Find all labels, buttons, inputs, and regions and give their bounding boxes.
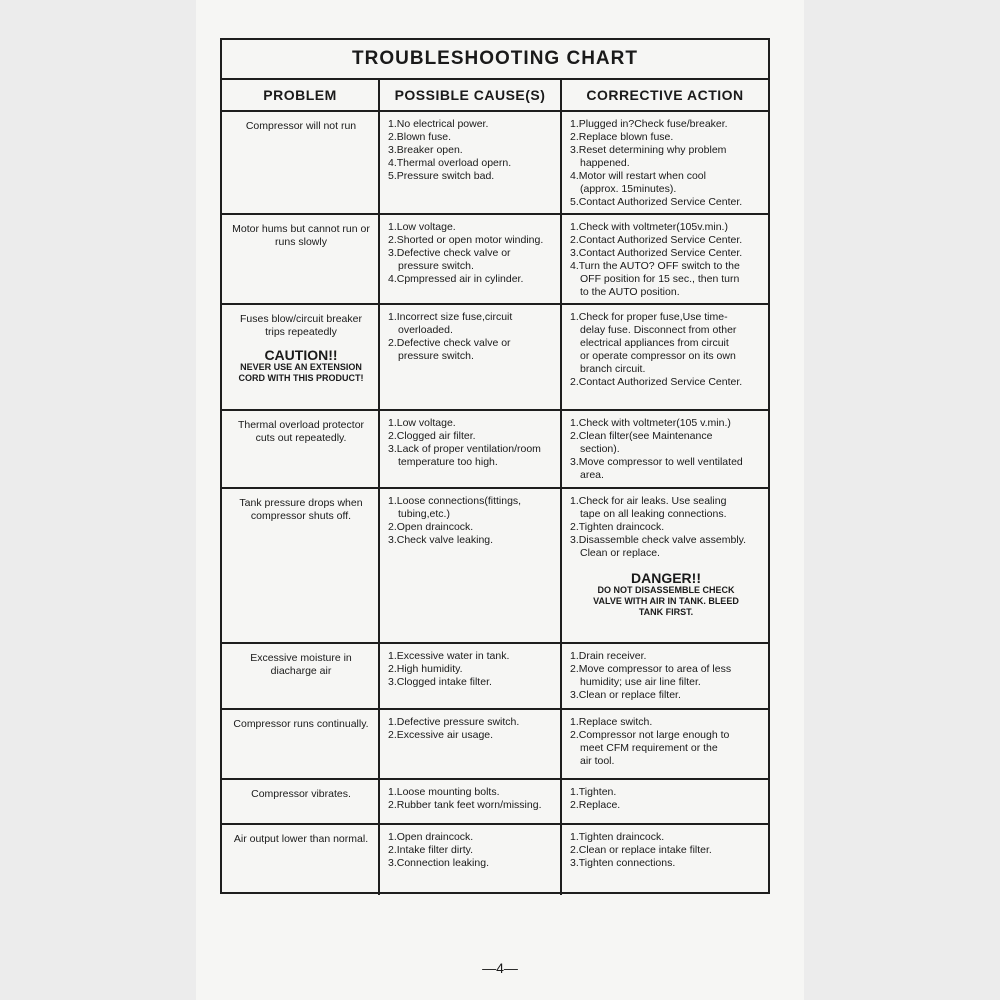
cause-line: 2.Rubber tank feet worn/missing. — [388, 799, 542, 811]
cause-line: 2.Blown fuse. — [388, 131, 452, 143]
causes-cell — [380, 710, 562, 780]
action-line: or operate compressor on its own — [580, 350, 736, 362]
action-line: electrical appliances from circuit — [580, 337, 729, 349]
causes-cell — [380, 411, 562, 489]
cause-line: 4.Thermal overload opern. — [388, 157, 512, 169]
caution-text: NEVER USE AN EXTENSION CORD WITH THIS PRODUCT! — [238, 362, 364, 383]
action-line: 2.Contact Authorized Service Center. — [570, 376, 743, 388]
action-line: 3.Move compressor to well ventilated — [570, 456, 743, 468]
cause-line: 2.Shorted or open motor winding. — [388, 234, 544, 246]
causes-cell — [380, 112, 562, 215]
actions-cell — [562, 215, 768, 305]
causes-cell — [380, 305, 562, 411]
action-line: 3.Tighten connections. — [570, 857, 676, 869]
action-line: 2.Replace. — [570, 799, 621, 811]
cause-line: 3.Check valve leaking. — [388, 534, 494, 546]
actions-list — [570, 417, 762, 482]
problem-cell — [222, 710, 380, 780]
problem-text: Fuses blow/circuit breaker trips repeatedly — [240, 313, 362, 338]
action-line: 1.Tighten. — [570, 786, 617, 798]
problem-text: Compressor vibrates. — [251, 788, 351, 800]
action-line: area. — [580, 469, 604, 481]
caution-title: CAUTION!! — [264, 347, 338, 363]
problem-text: Compressor runs continually. — [233, 718, 369, 730]
action-line: 2.Contact Authorized Service Center. — [570, 234, 743, 246]
cause-line: 1.Defective pressure switch. — [388, 716, 520, 728]
cause-line: 4.Cpmpressed air in cylinder. — [388, 273, 524, 285]
action-line: 1.Drain receiver. — [570, 650, 647, 662]
action-line: 4.Turn the AUTO? OFF switch to the — [570, 260, 740, 272]
cause-line: 5.Pressure switch bad. — [388, 170, 495, 182]
cause-line: 2.Intake filter dirty. — [388, 844, 474, 856]
danger-title: DANGER!! — [631, 570, 701, 586]
cause-line: 1.Loose connections(fittings, — [388, 495, 522, 507]
action-line: 3.Contact Authorized Service Center. — [570, 247, 743, 259]
action-line: tape on all leaking connections. — [580, 508, 727, 520]
causes-list — [388, 118, 554, 183]
header-action: CORRECTIVE ACTION — [562, 80, 768, 112]
action-line: 2.Clean filter(see Maintenance — [570, 430, 713, 442]
causes-list — [388, 786, 554, 812]
header-causes: POSSIBLE CAUSE(S) — [380, 80, 562, 112]
cause-line: 3.Breaker open. — [388, 144, 463, 156]
actions-cell — [562, 305, 768, 411]
action-line: 2.Replace blown fuse. — [570, 131, 674, 143]
action-line: 3.Clean or replace filter. — [570, 689, 681, 701]
action-line: air tool. — [580, 755, 615, 767]
action-line: Clean or replace. — [580, 547, 660, 559]
problem-cell — [222, 780, 380, 825]
cause-line: 1.Loose mounting bolts. — [388, 786, 500, 798]
chart-grid — [222, 80, 768, 895]
causes-list — [388, 417, 554, 469]
page-number: —4— — [482, 960, 518, 976]
action-line: delay fuse. Disconnect from other — [580, 324, 737, 336]
cause-line: 3.Clogged intake filter. — [388, 676, 492, 688]
problem-text: Tank pressure drops when compressor shuts off. — [239, 497, 363, 522]
cause-line: pressure switch. — [398, 260, 474, 272]
cause-line: 2.Open draincock. — [388, 521, 474, 533]
cause-line: 3.Defective check valve or — [388, 247, 511, 259]
problem-cell — [222, 112, 380, 215]
cause-line: 3.Lack of proper ventilation/room — [388, 443, 541, 455]
action-line: (approx. 15minutes). — [580, 183, 677, 195]
problem-cell — [222, 489, 380, 644]
actions-cell — [562, 411, 768, 489]
action-line: 2.Compressor not large enough to — [570, 729, 730, 741]
cause-line: 1.Incorrect size fuse,circuit — [388, 311, 513, 323]
problem-text: Compressor will not run — [245, 120, 357, 132]
actions-list — [570, 311, 762, 389]
actions-list — [570, 831, 762, 870]
cause-line: 2.Clogged air filter. — [388, 430, 476, 442]
danger-warning — [570, 572, 762, 618]
problem-cell — [222, 644, 380, 710]
action-line: to the AUTO position. — [580, 286, 680, 298]
action-line: 1.Check for air leaks. Use sealing — [570, 495, 727, 507]
causes-cell — [380, 825, 562, 895]
action-line: branch circuit. — [580, 363, 646, 375]
action-line: 1.Check for proper fuse,Use time- — [570, 311, 728, 323]
problem-text: Motor hums but cannot run or runs slowly — [232, 223, 370, 248]
chart-title: TROUBLESHOOTING CHART — [222, 40, 768, 80]
cause-line: 2.Excessive air usage. — [388, 729, 494, 741]
actions-list — [570, 221, 762, 299]
actions-list — [570, 495, 762, 560]
cause-line: overloaded. — [398, 324, 453, 336]
actions-cell — [562, 489, 768, 644]
cause-line: pressure switch. — [398, 350, 474, 362]
action-line: 5.Contact Authorized Service Center. — [570, 196, 743, 208]
problem-text: Thermal overload protector cuts out repeatedly. — [237, 419, 365, 444]
cause-line: 2.High humidity. — [388, 663, 463, 675]
actions-list — [570, 650, 762, 702]
action-line: meet CFM requirement or the — [580, 742, 718, 754]
causes-list — [388, 716, 554, 742]
actions-cell — [562, 825, 768, 895]
action-line: 1.Check with voltmeter(105v.min.) — [570, 221, 728, 233]
actions-list — [570, 118, 762, 209]
causes-list — [388, 650, 554, 689]
cause-line: 1.Excessive water in tank. — [388, 650, 510, 662]
action-line: OFF position for 15 sec., then turn — [580, 273, 740, 285]
action-line: 1.Check with voltmeter(105 v.min.) — [570, 417, 731, 429]
cause-line: 1.Low voltage. — [388, 417, 456, 429]
cause-line: 2.Defective check valve or — [388, 337, 511, 349]
actions-cell — [562, 780, 768, 825]
problem-cell — [222, 825, 380, 895]
action-line: 2.Clean or replace intake filter. — [570, 844, 712, 856]
causes-cell — [380, 644, 562, 710]
causes-cell — [380, 489, 562, 644]
action-line: 1.Tighten draincock. — [570, 831, 665, 843]
cause-line: 1.No electrical power. — [388, 118, 489, 130]
cause-line: temperature too high. — [398, 456, 498, 468]
problem-text: Air output lower than normal. — [233, 833, 369, 845]
scan-background-right — [804, 0, 1000, 1000]
manual-page — [196, 0, 804, 1000]
causes-list — [388, 221, 554, 286]
action-line: 1.Replace switch. — [570, 716, 653, 728]
problem-text: Excessive moisture in diacharge air — [250, 652, 352, 677]
troubleshooting-chart — [220, 38, 770, 894]
action-line: section). — [580, 443, 620, 455]
scan-background-left — [0, 0, 196, 1000]
cause-line: tubing,etc.) — [398, 508, 450, 520]
actions-cell — [562, 710, 768, 780]
action-line: 3.Disassemble check valve assembly. — [570, 534, 747, 546]
problem-cell — [222, 411, 380, 489]
problem-cell — [222, 215, 380, 305]
action-line: 1.Plugged in?Check fuse/breaker. — [570, 118, 728, 130]
causes-list — [388, 311, 554, 363]
cause-line: 3.Connection leaking. — [388, 857, 489, 869]
action-line: 3.Reset determining why problem — [570, 144, 727, 156]
actions-cell — [562, 644, 768, 710]
header-problem: PROBLEM — [222, 80, 380, 112]
causes-cell — [380, 215, 562, 305]
problem-cell — [222, 305, 380, 411]
actions-list — [570, 786, 762, 812]
action-line: 2.Tighten draincock. — [570, 521, 665, 533]
actions-list — [570, 716, 762, 768]
causes-list — [388, 831, 554, 870]
action-line: happened. — [580, 157, 630, 169]
action-line: 2.Move compressor to area of less — [570, 663, 732, 675]
danger-text: DO NOT DISASSEMBLE CHECK VALVE WITH AIR IN TANK. BLEED TANK FIRST. — [593, 585, 739, 617]
cause-line: 1.Low voltage. — [388, 221, 456, 233]
action-line: humidity; use air line filter. — [580, 676, 701, 688]
causes-list — [388, 495, 554, 547]
action-line: 4.Motor will restart when cool — [570, 170, 706, 182]
causes-cell — [380, 780, 562, 825]
cause-line: 1.Open draincock. — [388, 831, 474, 843]
actions-cell — [562, 112, 768, 215]
